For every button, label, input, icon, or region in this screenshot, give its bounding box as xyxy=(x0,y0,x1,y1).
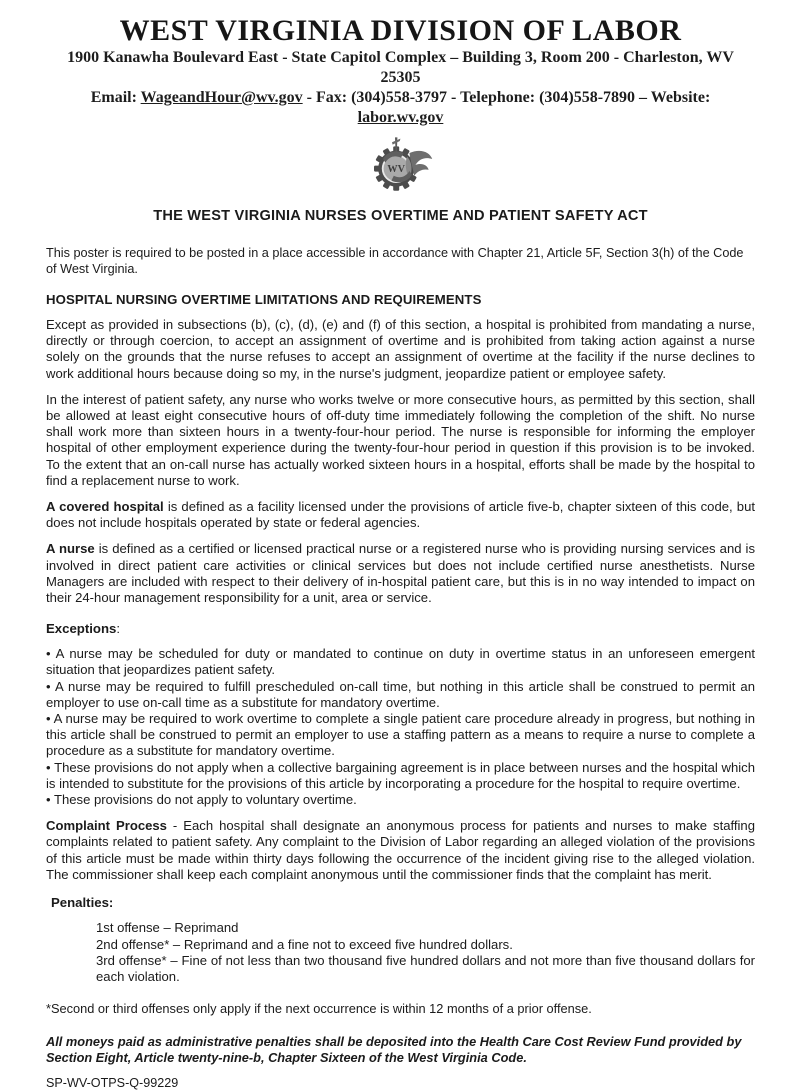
penalty-item-1: 1st offense – Reprimand xyxy=(96,920,239,936)
logo-monogram: WV xyxy=(386,164,405,176)
penalty-item-3: 3rd offense* – Fine of not less than two thousand five hundred dollars and not more than five thousand dollars for each violation. xyxy=(96,952,755,985)
exception-item-5: • These provisions do not apply to voluntary overtime. xyxy=(46,792,357,808)
paragraph-nurse-definition xyxy=(46,541,755,606)
penalties-footnote: *Second or third offenses only apply if the next occurrence is within 12 months of a prior offense. xyxy=(46,1000,592,1016)
complaint-process-text: - Each hospital shall designate an anonymous process for patients and nurses to make staffing complaints related to patient safety. Any complaint to the Division of Labor regarding an alleged violation of the provisions of this article must be made within thirty days following the occurrence of the incident giving rise to the alleged violation. The commissioner shall keep each complaint anonymous until the commissioner finds that the complaint has merit. xyxy=(46,818,755,882)
exception-item-1: • A nurse may be scheduled for duty or mandated to continue on duty in overtime status in an unforeseen emergent situation that jeopardizes patient safety. xyxy=(46,646,755,678)
section-heading: HOSPITAL NURSING OVERTIME LIMITATIONS AND REQUIREMENTS xyxy=(46,292,482,307)
exceptions-heading xyxy=(46,621,755,636)
paragraph-complaint-process xyxy=(46,818,755,883)
penalty-item-2: 2nd offense* – Reprimand and a fine not to exceed five hundred dollars. xyxy=(96,936,513,952)
contact-line xyxy=(46,88,755,128)
complaint-process-lead: Complaint Process xyxy=(46,818,167,834)
penalties-heading: Penalties: xyxy=(51,895,114,911)
paragraph-covered-hospital xyxy=(46,499,755,531)
penalties-list xyxy=(96,920,755,986)
email-link[interactable]: WageandHour@wv.gov xyxy=(140,89,303,106)
nurse-definition-lead: A nurse xyxy=(46,541,95,557)
nurse-definition-text: is defined as a certified or licensed practical nurse or a registered nurse who is providing nursing services and is involved in direct patient care activities or clinical services but does not include certified nurse anesthetists. Nurse Managers are included with respect to their delivery of in-hospital patient care, but this is in no way intended to impact on their 24-hour management responsibility for a unit, area or service. xyxy=(46,541,756,606)
exceptions-list xyxy=(46,646,755,808)
website-link[interactable]: labor.wv.gov xyxy=(357,109,444,126)
exceptions-heading-colon: : xyxy=(116,621,121,637)
exception-item-3: • A nurse may be required to work overtime to complete a single patient care procedure already in progress, but nothing in this article shall be construed to permit an employer to use a staffing pattern as a means to require a nurse to complete a procedure as a substitute for mandatory overtime. xyxy=(46,711,755,759)
division-of-labor-seal-icon xyxy=(46,135,755,195)
organization-title: WEST VIRGINIA DIVISION OF LABOR xyxy=(119,14,682,47)
posting-notice: This poster is required to be posted in a place accessible in accordance with Chapter 21, Article 5F, Section 3(h) of the Code of West Virginia. xyxy=(46,246,744,276)
exception-item-2: • A nurse may be required to fulfill prescheduled on-call time, but nothing in this article shall be construed to permit an employer to use on-call time as a substitute for mandatory overtime. xyxy=(46,678,755,710)
address-line: 1900 Kanawha Boulevard East - State Capitol Complex – Building 3, Room 200 - Charleston, WV 25305 xyxy=(67,49,734,86)
paragraph-consecutive-hours: In the interest of patient safety, any nurse who works twelve or more consecutive hours, as permitted by this section, shall be allowed at least eight consecutive hours of off-duty time immediately following the completion of the shift. No nurse shall work more than sixteen hours in a twenty-four-hour period. The nurse is responsible for informing the employer hospital of other employment experience during the twenty-four-hour period in question if this provision is to be invoked. To the extent that an on-call nurse has actually worked sixteen hours in a hospital, efforts shall be made by the hospital to find a replacement nurse to work. xyxy=(46,391,755,488)
covered-hospital-text: is defined as a facility licensed under the provisions of article five-b, chapter sixteen of this code, but does not include hospitals operated by state or federal agencies. xyxy=(46,499,755,531)
email-label: Email: xyxy=(90,89,141,106)
exception-item-4: • These provisions do not apply when a collective bargaining agreement is in place between nurses and the hospital which is intended to substitute for the provisions of this article by incorporating a procedure for the hospital to require overtime. xyxy=(46,759,755,791)
fund-note: All moneys paid as administrative penalties shall be deposited into the Health Care Cost Review Fund provided by Section Eight, Article twenty-nine-b, Chapter Sixteen of the West Virginia Code. xyxy=(46,1033,742,1066)
paragraph-overtime-prohibition: Except as provided in subsections (b), (c), (d), (e) and (f) of this section, a hospital is prohibited from mandating a nurse, directly or through coercion, to accept an assignment of overtime and is prohibited from taking action against a nurse solely on the grounds that the nurse refuses to accept an assignment of overtime at the facility if the nurse declines to work additional hours because doing so my, in the nurse's judgment, jeopardize patient or employee safety. xyxy=(46,317,755,381)
covered-hospital-lead: A covered hospital xyxy=(46,499,164,515)
document-title: THE WEST VIRGINIA NURSES OVERTIME AND PATIENT SAFETY ACT xyxy=(153,208,648,224)
contact-middle-text: - Fax: (304)558-3797 - Telephone: (304)558-7890 – Website: xyxy=(302,89,711,106)
form-code: SP-WV-OTPS-Q-99229 xyxy=(46,1075,179,1090)
exceptions-heading-label: Exceptions xyxy=(46,621,117,637)
